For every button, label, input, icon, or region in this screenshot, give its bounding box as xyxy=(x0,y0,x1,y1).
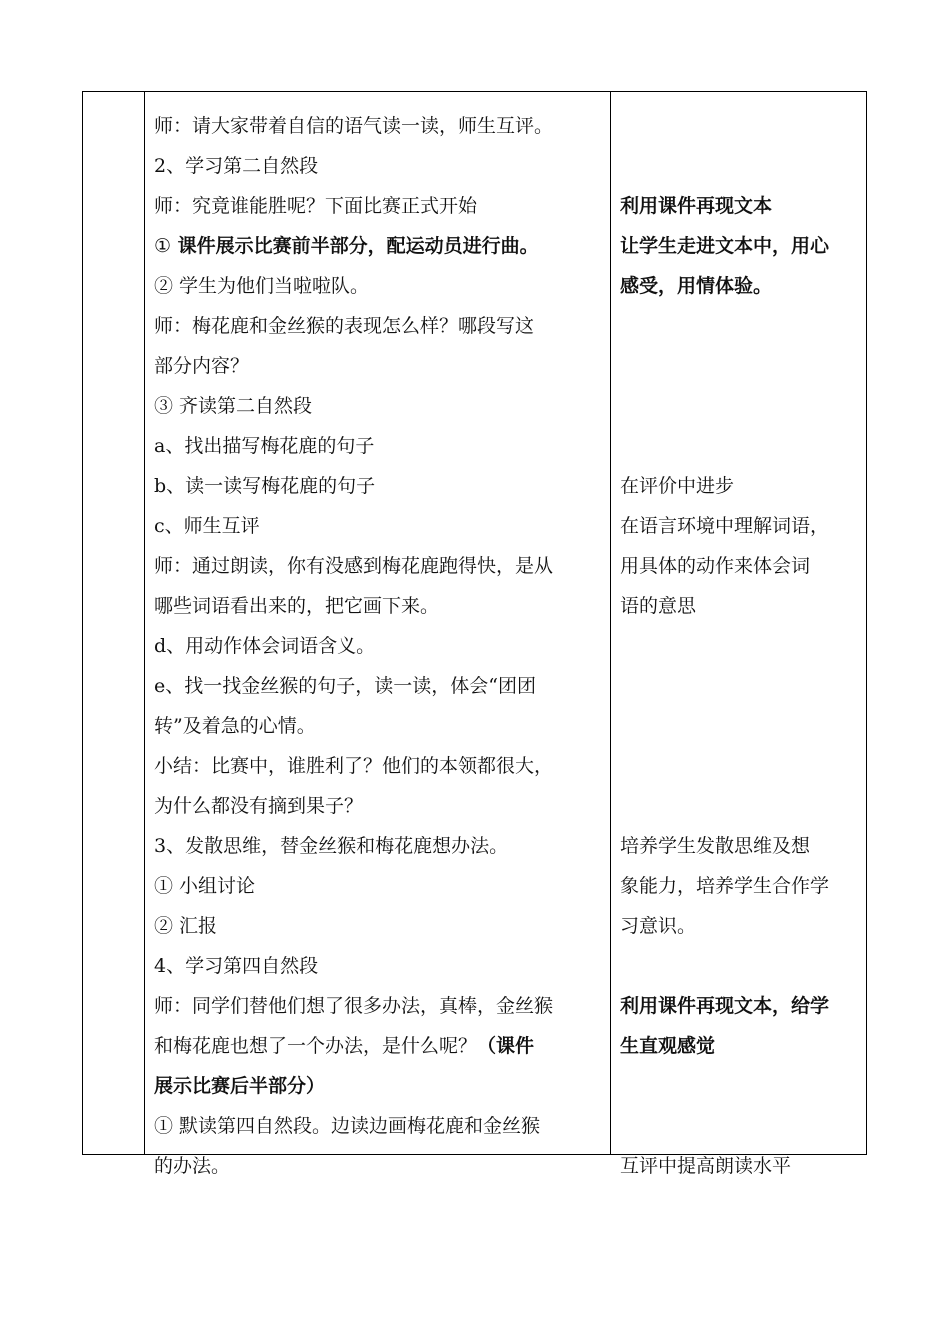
lesson-line xyxy=(154,466,606,506)
design-note-line: 象能力，培养学生合作学 xyxy=(620,875,830,897)
lesson-text: 展示比赛后半部分） xyxy=(154,1075,326,1097)
lesson-line xyxy=(154,746,606,786)
lesson-text: 3、发散思维，替金丝猴和梅花鹿想办法。 xyxy=(154,835,509,857)
lesson-text: e、找一找金丝猴的句子，读一读，体会“团团 xyxy=(154,675,536,697)
design-intent-cell xyxy=(611,92,867,1177)
lesson-line xyxy=(154,426,606,466)
design-note-line xyxy=(620,346,862,386)
lesson-text: 师：究竟谁能胜呢？下面比赛正式开始 xyxy=(154,195,478,217)
lesson-text: ① 小组讨论 xyxy=(154,875,256,897)
lesson-text: 2、学习第二自然段 xyxy=(154,155,319,177)
lesson-text: 小结：比赛中，谁胜利了？他们的本领都很大， xyxy=(154,755,554,777)
design-note-line xyxy=(620,306,862,346)
design-note-line: 利用课件再现文本 xyxy=(620,195,773,217)
lesson-line xyxy=(154,346,606,386)
design-note-line xyxy=(620,426,862,466)
lesson-line xyxy=(154,906,606,946)
design-note-line xyxy=(620,1066,862,1106)
lesson-text: ③ 齐读第二自然段 xyxy=(154,395,313,417)
design-note-line: 用具体的动作来体会词 xyxy=(620,555,811,577)
design-note-line: 习意识。 xyxy=(620,915,697,937)
lesson-text: 课件展示比赛前半部分，配运动员进行曲。 xyxy=(171,235,539,257)
design-note-line: 利用课件再现文本，给学 xyxy=(620,995,830,1017)
design-note-line: 互评中提高朗读水平 xyxy=(620,1155,792,1177)
design-note-line: 在语言环境中理解词语， xyxy=(620,515,830,537)
lesson-line xyxy=(154,226,606,266)
design-note-line: 在评价中进步 xyxy=(620,475,735,497)
design-intent-content xyxy=(611,92,866,1177)
lesson-text: 师：梅花鹿和金丝猴的表现怎么样？哪段写这 xyxy=(154,315,535,337)
lesson-line xyxy=(154,666,606,706)
design-note-line xyxy=(620,146,862,186)
table-row xyxy=(83,92,867,1155)
lesson-text: 师：同学们替他们想了很多办法，真棒，金丝猴 xyxy=(154,995,554,1017)
lesson-text: （课件 xyxy=(477,1035,535,1057)
design-note-line xyxy=(620,786,862,826)
lesson-text: a、找出描写梅花鹿的句子 xyxy=(154,435,375,457)
lesson-line xyxy=(154,1066,606,1106)
lesson-line xyxy=(154,1026,606,1066)
lesson-text: 的办法。 xyxy=(154,1155,231,1177)
lesson-text: ① 默读第四自然段。边读边画梅花鹿和金丝猴 xyxy=(154,1115,541,1137)
lesson-line xyxy=(154,626,606,666)
lesson-line xyxy=(154,946,606,986)
lesson-line xyxy=(154,826,606,866)
lesson-line xyxy=(154,386,606,426)
design-note-line xyxy=(620,106,862,146)
lesson-text: ② 汇报 xyxy=(154,915,218,937)
lesson-line xyxy=(154,506,606,546)
lesson-text: ② 学生为他们当啦啦队。 xyxy=(154,275,370,297)
lesson-text: 师：请大家带着自信的语气读一读，师生互评。 xyxy=(154,115,554,137)
lesson-line xyxy=(154,866,606,906)
teaching-process-content xyxy=(145,92,610,1177)
lesson-text: d、用动作体会词语含义。 xyxy=(154,635,376,657)
design-note-line: 生直观感觉 xyxy=(620,1035,716,1057)
lesson-line xyxy=(154,786,606,826)
lesson-plan-table xyxy=(82,91,867,1177)
lesson-line xyxy=(154,146,606,186)
lesson-text: 为什么都没有摘到果子？ xyxy=(154,795,364,817)
lesson-text: c、师生互评 xyxy=(154,515,260,537)
lesson-line xyxy=(154,186,606,226)
lesson-line xyxy=(154,306,606,346)
lesson-line xyxy=(154,106,606,146)
lesson-line xyxy=(154,1106,606,1146)
lesson-line xyxy=(154,266,606,306)
design-note-line xyxy=(620,386,862,426)
design-note-line: 语的意思 xyxy=(620,595,697,617)
design-note-line xyxy=(620,706,862,746)
design-note-line xyxy=(620,666,862,706)
design-note-line: 感受，用情体验。 xyxy=(620,275,773,297)
lesson-text: 师：通过朗读，你有没感到梅花鹿跑得快，是从 xyxy=(154,555,554,577)
lesson-text: b、读一读写梅花鹿的句子 xyxy=(154,475,376,497)
design-note-line xyxy=(620,1106,862,1146)
design-note-line xyxy=(620,746,862,786)
design-note-line: 培养学生发散思维及想 xyxy=(620,835,811,857)
lesson-text: 和梅花鹿也想了一个办法，是什么呢？ xyxy=(154,1035,478,1057)
teaching-process-cell xyxy=(145,92,611,1177)
lesson-text: 部分内容？ xyxy=(154,355,250,377)
lesson-line xyxy=(154,546,606,586)
lesson-line xyxy=(154,986,606,1026)
lesson-line xyxy=(154,586,606,626)
design-note-line: 让学生走进文本中，用心 xyxy=(620,235,830,257)
lesson-line xyxy=(154,706,606,746)
lesson-line xyxy=(154,1146,606,1186)
design-note-line xyxy=(620,626,862,666)
lesson-text: ① xyxy=(154,235,172,257)
design-note-line xyxy=(620,946,862,986)
lesson-text: 4、学习第四自然段 xyxy=(154,955,319,977)
lesson-text: 转”及着急的心情。 xyxy=(154,715,316,737)
stage-column-cell xyxy=(83,92,145,1155)
lesson-text: 哪些词语看出来的，把它画下来。 xyxy=(154,595,440,617)
